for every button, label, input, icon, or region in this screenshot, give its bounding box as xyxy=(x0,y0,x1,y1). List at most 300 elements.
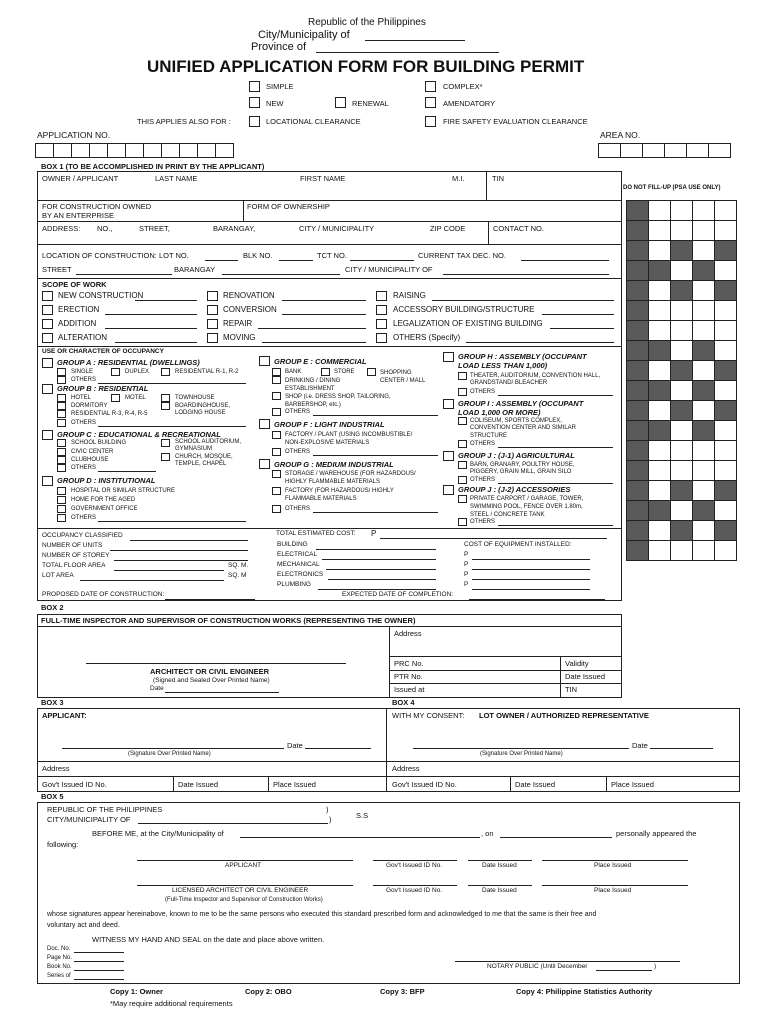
boarding-label-1: BOARDINGHOUSE, xyxy=(175,403,231,409)
floor-area-unit: SQ. M. xyxy=(228,562,249,569)
electronics-line[interactable] xyxy=(328,579,436,580)
townhouse-checkbox[interactable] xyxy=(161,394,170,402)
architect-signature-line[interactable] xyxy=(86,663,346,664)
moving-checkbox[interactable] xyxy=(207,333,218,343)
application-no-cell[interactable] xyxy=(53,143,72,158)
gi-others-line[interactable] xyxy=(498,447,613,448)
plumbing-line[interactable] xyxy=(318,589,436,590)
psa-note: DO NOT FILL-UP (PSA USE ONLY) xyxy=(623,185,721,191)
locational-label: LOCATIONAL CLEARANCE xyxy=(266,117,361,126)
ge-others-line[interactable] xyxy=(313,415,438,416)
application-no-cell[interactable] xyxy=(71,143,90,158)
application-no-cell[interactable] xyxy=(89,143,108,158)
psa-grid-cell xyxy=(626,500,649,521)
group-a-label: GROUP A : RESIDENTIAL (DWELLINGS) xyxy=(57,358,200,367)
area-no-cell[interactable] xyxy=(642,143,665,158)
tct-no-label: TCT NO. xyxy=(317,251,347,260)
moving-label: MOVING xyxy=(223,333,256,342)
box3-signature-line[interactable] xyxy=(62,748,284,749)
street-line[interactable] xyxy=(76,274,172,275)
psa-grid-cell xyxy=(692,220,715,241)
psa-grid-cell xyxy=(626,540,649,561)
psa-grid-cell xyxy=(626,460,649,481)
new-checkbox[interactable] xyxy=(249,97,260,108)
notary-signature-line[interactable] xyxy=(455,961,680,962)
mechanical-line[interactable] xyxy=(326,569,436,570)
gg-others-checkbox[interactable] xyxy=(272,505,281,513)
city-of-line[interactable] xyxy=(443,274,609,275)
total-floor-area-line[interactable] xyxy=(114,570,224,571)
whose-line-2: voluntary act and deed. xyxy=(47,922,120,929)
psa-grid-cell xyxy=(648,220,671,241)
gh-others-checkbox[interactable] xyxy=(458,388,467,396)
auditorium-checkbox[interactable] xyxy=(161,439,170,447)
amendatory-checkbox[interactable] xyxy=(425,97,436,108)
zip-code-label: ZIP CODE xyxy=(430,224,466,233)
notary-govid-line-2[interactable] xyxy=(373,885,457,886)
ga-others-checkbox[interactable] xyxy=(57,376,66,384)
others-scope-checkbox[interactable] xyxy=(376,333,387,343)
tct-no-line[interactable] xyxy=(350,260,414,261)
legalization-checkbox[interactable] xyxy=(376,319,387,329)
gj2-others-line[interactable] xyxy=(498,525,613,526)
total-floor-area-label: TOTAL FLOOR AREA xyxy=(42,562,106,569)
psa-grid-cell xyxy=(670,360,693,381)
blk-no-line[interactable] xyxy=(279,260,313,261)
box4-date-line[interactable] xyxy=(650,748,713,749)
series-label: Series of xyxy=(47,973,71,979)
psa-grid-cell xyxy=(626,300,649,321)
psa-grid-cell xyxy=(626,340,649,361)
school-building-checkbox[interactable] xyxy=(57,439,66,447)
box3-date-label: Date xyxy=(287,741,303,750)
accessory-label: ACCESSORY BUILDING/STRUCTURE xyxy=(393,305,535,314)
notary-architect-line[interactable] xyxy=(137,885,353,886)
new-construction-checkbox[interactable] xyxy=(42,291,53,301)
gc-others-label: OTHERS xyxy=(71,465,97,471)
notary-date-line-2[interactable] xyxy=(468,885,532,886)
notary-govid-line-1[interactable] xyxy=(373,860,457,861)
group-i-checkbox[interactable] xyxy=(443,399,454,409)
single-label: SINGLE xyxy=(71,369,94,375)
single-checkbox[interactable] xyxy=(57,368,66,376)
psa-grid-cell xyxy=(692,500,715,521)
equip-line-4[interactable] xyxy=(472,589,590,590)
psa-grid-cell xyxy=(648,240,671,261)
psa-grid-cell xyxy=(626,380,649,401)
application-no-cell[interactable] xyxy=(143,143,162,158)
psa-grid-cell xyxy=(714,480,737,501)
notary-applicant-line[interactable] xyxy=(137,860,353,861)
notary-place-line-1[interactable] xyxy=(542,860,688,861)
group-h-checkbox[interactable] xyxy=(443,352,454,362)
barangay-line[interactable] xyxy=(222,274,340,275)
repair-checkbox[interactable] xyxy=(207,319,218,329)
gb-others-line[interactable] xyxy=(98,426,246,427)
gj1-others-line[interactable] xyxy=(498,483,613,484)
others-scope-line[interactable] xyxy=(466,342,614,343)
proposed-date-line[interactable] xyxy=(165,599,255,600)
psa-grid-cell xyxy=(714,200,737,221)
accessory-line[interactable] xyxy=(542,314,614,315)
doc-no-line[interactable] xyxy=(74,952,124,953)
addition-label: ADDITION xyxy=(58,319,97,328)
theater-checkbox[interactable] xyxy=(458,372,467,380)
psa-grid-cell xyxy=(648,420,671,441)
header-province-line[interactable] xyxy=(316,52,499,53)
renewal-checkbox[interactable] xyxy=(335,97,346,108)
application-no-boxes[interactable] xyxy=(35,143,235,158)
psa-grid-cell xyxy=(692,260,715,281)
proposed-date-label: PROPOSED DATE OF CONSTRUCTION: xyxy=(42,591,165,598)
book-no-line[interactable] xyxy=(74,970,124,971)
psa-grid-cell xyxy=(714,520,737,541)
moving-line[interactable] xyxy=(262,342,366,343)
box3-govid: Gov't Issued ID No. xyxy=(42,780,107,789)
box5-paren-2: ) xyxy=(329,815,332,824)
coliseum-checkbox[interactable] xyxy=(458,417,467,425)
notary-fulltime: (Full-Time Inspector and Supervisor of Construction Works) xyxy=(165,897,323,903)
boarding-label-2: LODGING HOUSE xyxy=(175,410,226,416)
group-f-checkbox[interactable] xyxy=(259,419,270,429)
psa-grid-cell xyxy=(714,360,737,381)
psa-grid-cell xyxy=(648,360,671,381)
mechanical-label: MECHANICAL xyxy=(277,561,320,568)
group-e-label: GROUP E : COMMERCIAL xyxy=(274,357,367,366)
signed-sealed-label: (Signed and Sealed Over Printed Name) xyxy=(153,677,270,684)
carport-checkbox[interactable] xyxy=(458,495,467,503)
barn-checkbox[interactable] xyxy=(458,461,467,469)
gh-others-label: OTHERS xyxy=(470,389,496,395)
equip-p4: P xyxy=(464,581,469,588)
application-no-cell[interactable] xyxy=(179,143,198,158)
area-no-label: AREA NO. xyxy=(600,130,641,140)
tin-label: TIN xyxy=(492,174,505,183)
hotel-checkbox[interactable] xyxy=(57,394,66,402)
gi-others-checkbox[interactable] xyxy=(458,440,467,448)
repair-label: REPAIR xyxy=(223,319,253,328)
box2-date-line[interactable] xyxy=(165,692,279,693)
complex-checkbox[interactable] xyxy=(425,81,436,92)
box3-label: BOX 3 xyxy=(41,698,64,707)
gd-others-line[interactable] xyxy=(98,521,246,522)
page-no-line[interactable] xyxy=(74,961,124,962)
application-no-cell[interactable] xyxy=(125,143,144,158)
erection-label: ERECTION xyxy=(58,305,100,314)
gh-others-line[interactable] xyxy=(498,395,613,396)
lot-area-line[interactable] xyxy=(80,580,224,581)
addition-checkbox[interactable] xyxy=(42,319,53,329)
notary-date-line-1[interactable] xyxy=(468,860,532,861)
issued-at-label: Issued at xyxy=(394,685,425,694)
psa-grid-cell xyxy=(714,540,737,561)
group-g-checkbox[interactable] xyxy=(259,459,270,469)
home-aged-checkbox[interactable] xyxy=(57,496,66,504)
locational-checkbox[interactable] xyxy=(249,116,260,127)
area-no-cell[interactable] xyxy=(664,143,687,158)
storage-label-2: HIGHLY FLAMMABLE MATERIALS xyxy=(285,479,381,485)
residential-r12-checkbox[interactable] xyxy=(161,368,170,376)
group-j1-checkbox[interactable] xyxy=(443,451,454,461)
gb-others-label: OTHERS xyxy=(71,420,97,426)
psa-grid-cell xyxy=(626,200,649,221)
box4-address: Address xyxy=(392,764,420,773)
psa-grid-cell xyxy=(626,360,649,381)
renovation-line[interactable] xyxy=(282,300,366,301)
raising-checkbox[interactable] xyxy=(376,291,387,301)
psa-grid-cell xyxy=(714,300,737,321)
witness-line: WITNESS MY HAND AND SEAL on the date and place above written. xyxy=(92,935,325,944)
group-i-label-1: GROUP I : ASSEMBLY (OCCUPANT xyxy=(458,399,584,408)
group-b-checkbox[interactable] xyxy=(42,384,53,394)
address-city-label: CITY / MUNICIPALITY xyxy=(299,224,375,233)
renewal-label: RENEWAL xyxy=(352,99,389,108)
psa-grid-cell xyxy=(670,460,693,481)
store-checkbox[interactable] xyxy=(321,368,330,376)
coliseum-label-2: CONVENTION CENTER AND SIMILAR xyxy=(470,425,577,431)
conversion-line[interactable] xyxy=(282,314,366,315)
notary-licensed: LICENSED ARCHITECT OR CIVIL ENGINEER xyxy=(172,887,309,894)
residential-r345-checkbox[interactable] xyxy=(57,410,66,418)
group-a-checkbox[interactable] xyxy=(42,358,53,368)
psa-grid-cell xyxy=(714,340,737,361)
gc-others-line[interactable] xyxy=(98,471,156,472)
box1-title: BOX 1 (TO BE ACCOMPLISHED IN PRINT BY THE APPLICANT) xyxy=(41,162,265,171)
series-line[interactable] xyxy=(74,979,124,980)
area-no-cell[interactable] xyxy=(598,143,621,158)
street-label: STREET xyxy=(42,265,72,274)
ga-others-label: OTHERS xyxy=(71,377,97,383)
dormitory-checkbox[interactable] xyxy=(57,402,66,410)
gj1-others-label: OTHERS xyxy=(470,477,496,483)
new-construction-line[interactable] xyxy=(135,300,197,301)
hotel-label: HOTEL xyxy=(71,395,92,401)
building-label: BUILDING xyxy=(277,541,308,548)
gov-office-label: GOVERNMENT OFFICE xyxy=(71,506,138,512)
amendatory-label: AMENDATORY xyxy=(443,99,496,108)
ge-others-checkbox[interactable] xyxy=(272,408,281,416)
psa-grid-cell xyxy=(626,280,649,301)
number-storey-line[interactable] xyxy=(114,560,248,561)
equip-line-1[interactable] xyxy=(472,559,590,560)
group-j2-checkbox[interactable] xyxy=(443,485,454,495)
gf-others-label: OTHERS xyxy=(285,449,311,455)
conversion-checkbox[interactable] xyxy=(207,305,218,315)
box4-label: BOX 4 xyxy=(392,698,415,707)
application-no-cell[interactable] xyxy=(35,143,54,158)
psa-grid-cell xyxy=(648,460,671,481)
lot-no-line[interactable] xyxy=(205,260,238,261)
group-d-checkbox[interactable] xyxy=(42,476,53,486)
erection-line[interactable] xyxy=(105,314,197,315)
application-no-cell[interactable] xyxy=(197,143,216,158)
equip-p2: P xyxy=(464,561,469,568)
gd-others-checkbox[interactable] xyxy=(57,514,66,522)
psa-grid-cell xyxy=(648,400,671,421)
psa-grid-cell xyxy=(626,260,649,281)
equip-line-2[interactable] xyxy=(472,569,590,570)
notary-applicant-label: APPLICANT xyxy=(225,862,262,869)
notary-place-2: Place Issued xyxy=(594,887,632,894)
erection-checkbox[interactable] xyxy=(42,305,53,315)
area-no-cell[interactable] xyxy=(686,143,709,158)
barn-label-1: BARN, GRANARY, POULTRY HOUSE, xyxy=(470,462,575,468)
theater-label-1: THEATER, AUDITORIUM, CONVENTION HALL, xyxy=(470,373,601,379)
gg-others-line[interactable] xyxy=(313,512,438,513)
bank-checkbox[interactable] xyxy=(272,368,281,376)
electronics-label: ELECTRONICS xyxy=(277,571,324,578)
psa-grid-cell xyxy=(714,380,737,401)
expected-date-line[interactable] xyxy=(469,599,605,600)
clubhouse-checkbox[interactable] xyxy=(57,456,66,464)
box3-place-issued: Place Issued xyxy=(273,780,316,789)
form-title: UNIFIED APPLICATION FORM FOR BUILDING PERMIT xyxy=(147,57,585,76)
psa-grid-cell xyxy=(648,540,671,561)
gj1-others-checkbox[interactable] xyxy=(458,476,467,484)
alteration-line[interactable] xyxy=(115,342,197,343)
gf-others-checkbox[interactable] xyxy=(272,448,281,456)
gj2-others-checkbox[interactable] xyxy=(458,518,467,526)
application-no-cell[interactable] xyxy=(215,143,234,158)
storage-checkbox[interactable] xyxy=(272,470,281,478)
renovation-checkbox[interactable] xyxy=(207,291,218,301)
tax-dec-line[interactable] xyxy=(521,260,609,261)
civic-center-label: CIVIC CENTER xyxy=(71,449,114,455)
psa-grid-cell xyxy=(648,260,671,281)
repair-line[interactable] xyxy=(258,328,366,329)
auditorium-label-1: SCHOOL AUDITORIUM, xyxy=(175,439,242,445)
plumbing-label: PLUMBING xyxy=(277,581,311,588)
barangay-label: BARANGAY xyxy=(174,265,216,274)
duplex-checkbox[interactable] xyxy=(111,368,120,376)
factory-hazard-label-2: FLAMMABLE MATERIALS xyxy=(285,496,357,502)
motel-checkbox[interactable] xyxy=(111,394,120,402)
box3-applicant: APPLICANT: xyxy=(42,711,87,720)
group-c-checkbox[interactable] xyxy=(42,430,53,440)
psa-grid-cell xyxy=(670,300,693,321)
alteration-checkbox[interactable] xyxy=(42,333,53,343)
applies-also-label: THIS APPLIES ALSO FOR : xyxy=(137,117,231,126)
carport-label-1: PRIVATE CARPORT / GARAGE, TOWER, xyxy=(470,496,584,502)
owner-applicant-label: OWNER / APPLICANT xyxy=(42,174,119,183)
new-construction-label: NEW CONSTRUCTION xyxy=(58,291,144,300)
box3-address: Address xyxy=(42,764,70,773)
number-storey-label: NUMBER OF STOREY xyxy=(42,552,110,559)
header-city-line[interactable] xyxy=(365,40,465,41)
occupancy-classified-line[interactable] xyxy=(130,540,248,541)
factory-light-checkbox[interactable] xyxy=(272,431,281,439)
group-e-checkbox[interactable] xyxy=(259,356,270,366)
simple-checkbox[interactable] xyxy=(249,81,260,92)
legalization-label: LEGALIZATION OF EXISTING BUILDING xyxy=(393,319,543,328)
addition-line[interactable] xyxy=(105,328,197,329)
group-i-label-2: LOAD 1,000 OR MORE) xyxy=(458,408,541,417)
civic-center-checkbox[interactable] xyxy=(57,448,66,456)
notary-public-label: NOTARY PUBLIC (Until December xyxy=(487,963,588,970)
notary-place-line-2[interactable] xyxy=(542,885,688,886)
equip-line-3[interactable] xyxy=(472,579,590,580)
boarding-checkbox[interactable] xyxy=(161,402,170,410)
total-cost-label: TOTAL ESTIMATED COST: xyxy=(276,530,356,537)
dining-label-1: DRINKING / DINING xyxy=(285,378,341,384)
prc-label: PRC No. xyxy=(394,659,424,668)
box3-date-line[interactable] xyxy=(305,748,371,749)
copy2-label: Copy 2: OBO xyxy=(245,987,292,996)
box5-city: CITY/MUNICIPALITY OF xyxy=(47,815,131,824)
before-on: , on xyxy=(481,829,494,838)
gb-others-checkbox[interactable] xyxy=(57,419,66,427)
box5-city-line[interactable] xyxy=(138,823,328,824)
before-city-line[interactable] xyxy=(240,837,480,838)
hospital-checkbox[interactable] xyxy=(57,487,66,495)
psa-grid-cell xyxy=(714,500,737,521)
box4-signature-line[interactable] xyxy=(413,748,629,749)
application-no-cell[interactable] xyxy=(161,143,180,158)
box2-tin-label: TIN xyxy=(565,685,578,694)
occupancy-title: USE OR CHARACTER OF OCCUPANCY xyxy=(42,348,164,355)
application-no-label: APPLICATION NO. xyxy=(37,130,111,140)
fire-safety-checkbox[interactable] xyxy=(425,116,436,127)
area-no-cell[interactable] xyxy=(708,143,731,158)
factory-hazard-checkbox[interactable] xyxy=(272,487,281,495)
book-no-label: Book No. xyxy=(47,964,72,970)
gi-others-label: OTHERS xyxy=(470,441,496,447)
box2-address: Address xyxy=(394,629,422,638)
before-date-line[interactable] xyxy=(500,837,612,838)
accessory-checkbox[interactable] xyxy=(376,305,387,315)
location-lot-label: LOCATION OF CONSTRUCTION: LOT NO. xyxy=(42,251,189,260)
shop-checkbox[interactable] xyxy=(272,392,281,400)
shopping-checkbox[interactable] xyxy=(367,368,376,376)
total-cost-line[interactable] xyxy=(380,538,607,539)
raising-line[interactable] xyxy=(432,300,614,301)
psa-grid-cell xyxy=(714,280,737,301)
church-checkbox[interactable] xyxy=(161,453,170,461)
box4-consent: WITH MY CONSENT: xyxy=(392,711,465,720)
ge-others-label: OTHERS xyxy=(285,409,311,415)
electrical-line[interactable] xyxy=(322,559,436,560)
notary-until-line[interactable] xyxy=(596,970,652,971)
psa-grid-cell xyxy=(714,240,737,261)
notary-govid-2: Gov't Issued ID No. xyxy=(386,887,443,894)
building-line[interactable] xyxy=(316,549,436,550)
gov-office-checkbox[interactable] xyxy=(57,505,66,513)
storage-label-1: STORAGE / WAREHOUSE (FOR HAZARDOUS/ xyxy=(285,471,416,477)
psa-grid-cell xyxy=(714,260,737,281)
dining-checkbox[interactable] xyxy=(272,376,281,384)
header-republic: Republic of the Philippines xyxy=(308,17,426,28)
gf-others-line[interactable] xyxy=(313,455,438,456)
auditorium-label-2: GYMNASIUM xyxy=(175,446,213,452)
psa-grid-cell xyxy=(626,240,649,261)
form-of-ownership-label: FORM OF OWNERSHIP xyxy=(247,202,330,211)
clubhouse-label: CLUBHOUSE xyxy=(71,457,109,463)
area-no-cell[interactable] xyxy=(620,143,643,158)
gc-others-checkbox[interactable] xyxy=(57,464,66,472)
copy1-label: Copy 1: Owner xyxy=(110,987,163,996)
number-units-line[interactable] xyxy=(110,550,248,551)
area-no-boxes[interactable] xyxy=(598,143,732,158)
carport-label-2: SWIMMING POOL, FENCE OVER 1.80m, xyxy=(470,504,583,510)
legalization-line[interactable] xyxy=(550,328,614,329)
psa-grid-cell xyxy=(692,340,715,361)
new-label: NEW xyxy=(266,99,284,108)
shop-label-1: SHOP (i.e. DRESS SHOP, TAILORING, xyxy=(285,394,391,400)
psa-grid-cell xyxy=(670,420,693,441)
application-no-cell[interactable] xyxy=(107,143,126,158)
psa-grid-cell xyxy=(648,320,671,341)
psa-grid-cell xyxy=(670,260,693,281)
